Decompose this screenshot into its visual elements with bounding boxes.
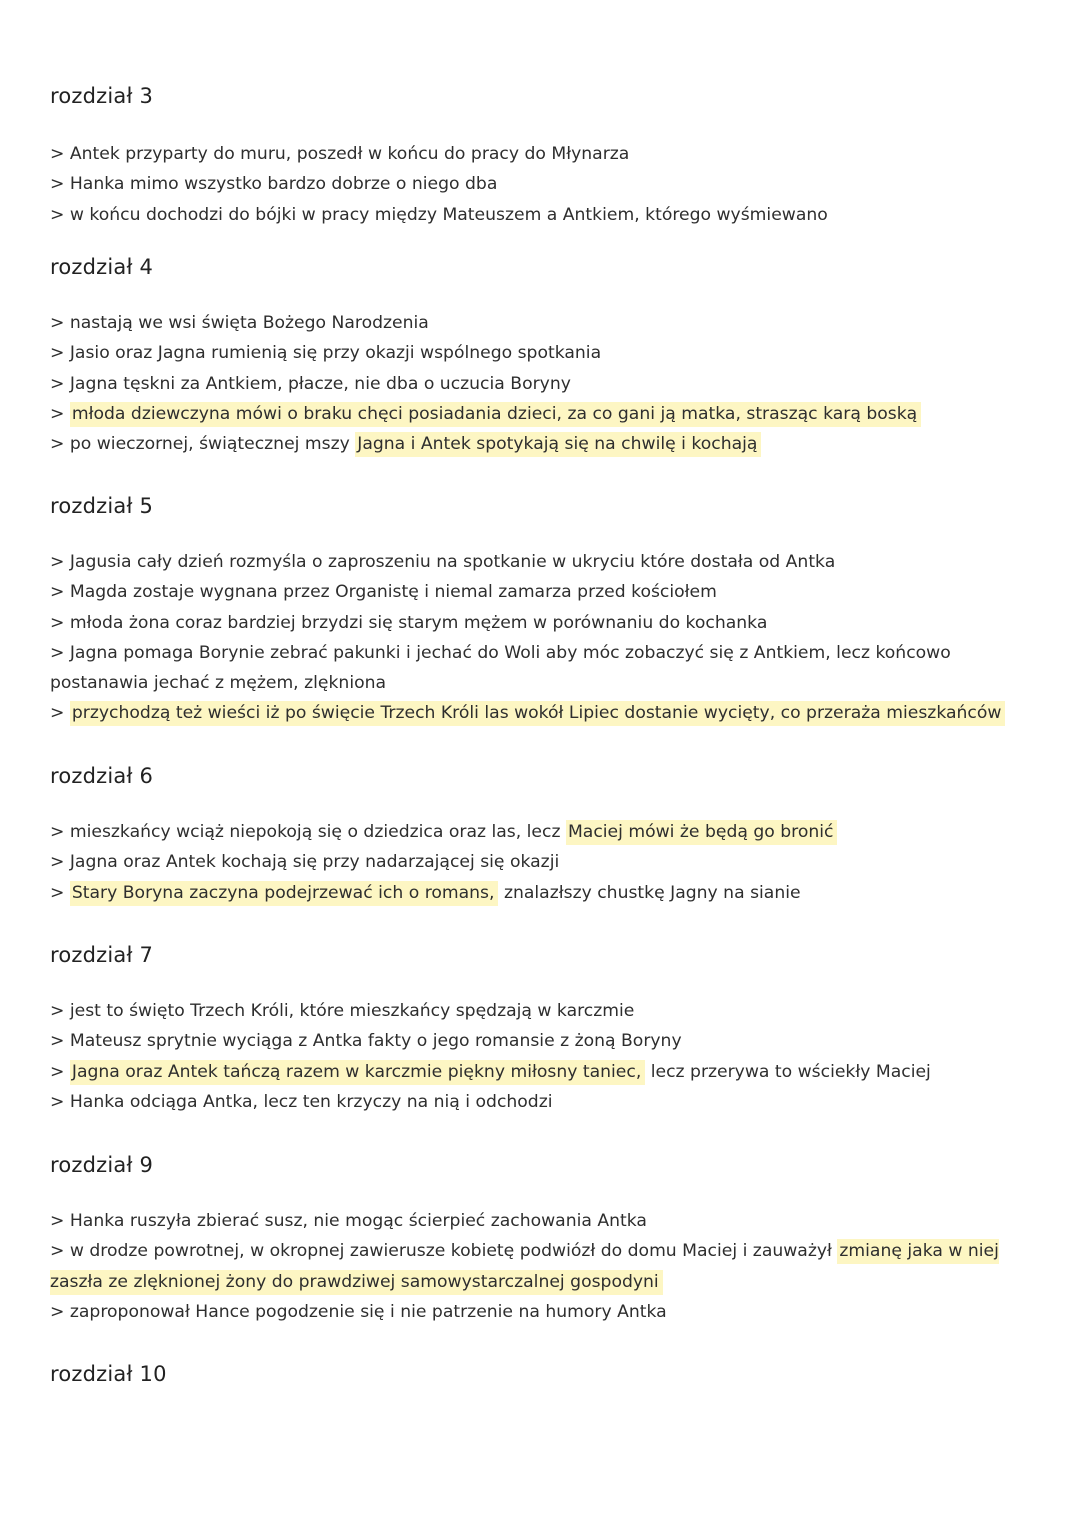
section-heading: rozdział 10 xyxy=(50,1362,167,1386)
item-text: lecz przerywa to wściekły Maciej xyxy=(645,1061,931,1082)
bullet-item xyxy=(50,139,1040,169)
item-text: > po wieczornej, świątecznej mszy xyxy=(50,434,356,455)
bullet-item xyxy=(50,200,1040,230)
item-text: > xyxy=(50,882,70,903)
item-text: > Jagna tęskni za Antkiem, płacze, nie dba o uczucia Boryny xyxy=(50,373,571,394)
bullet-item xyxy=(50,1236,1040,1297)
highlighted-text: zmianę jaka w niej zaszła ze zlęknionej żony do prawdziwej samowystarczalnej gospodyni xyxy=(50,1239,999,1294)
bullet-item xyxy=(50,817,1040,847)
item-text: > jest to święto Trzech Króli, które mieszkańcy spędzają w karczmie xyxy=(50,1001,635,1021)
bullet-item xyxy=(50,429,1040,459)
section-items xyxy=(50,1206,1040,1327)
highlighted-text: Jagna oraz Antek tańczą razem w karczmie piękny miłosny taniec, xyxy=(70,1060,645,1085)
bullet-item xyxy=(50,1206,1040,1236)
item-text: > Jagusia cały dzień rozmyśla o zaproszeniu na spotkanie w ukryciu które dostała od Antka xyxy=(50,552,836,572)
bullet-item xyxy=(50,878,1040,908)
bullet-item xyxy=(50,308,1040,338)
item-text: > mieszkańcy wciąż niepokoją się o dziedzica oraz las, lecz xyxy=(50,822,566,842)
section-rozdzial-3 xyxy=(50,82,1040,230)
bullet-item xyxy=(50,996,1040,1026)
section-heading: rozdział 6 xyxy=(50,764,154,788)
bullet-item xyxy=(50,169,1040,199)
bullet-item xyxy=(50,608,1040,638)
section-heading: rozdział 7 xyxy=(50,943,154,967)
bullet-item xyxy=(50,369,1040,399)
highlighted-text: młoda dziewczyna mówi o braku chęci posiadania dzieci, za co gani ją matka, strasząc karą boską xyxy=(70,402,921,427)
item-text: > xyxy=(50,703,70,724)
item-text: > xyxy=(50,403,70,424)
bullet-item xyxy=(50,338,1040,368)
item-text: > Jagna pomaga Borynie zebrać pakunki i jechać do Woli aby móc zobaczyć się z Antkiem, lecz końcowo postanawia jechać z mężem, zlękniona xyxy=(50,642,951,694)
section-items xyxy=(50,996,1040,1117)
item-text: > Mateusz sprytnie wyciąga z Antka fakty o jego romansie z żoną Boryny xyxy=(50,1031,682,1052)
highlighted-text: przychodzą też wieści iż po święcie Trzech Króli las wokół Lipiec dostanie wycięty, co przeraża mieszkańców xyxy=(70,701,1006,726)
item-text: > nastają we wsi święta Bożego Narodzenia xyxy=(50,313,429,333)
highlighted-text: Stary Boryna zaczyna podejrzewać ich o romans, xyxy=(70,881,499,906)
item-text: > młoda żona coraz bardziej brzydzi się starym mężem w porównaniu do kochanka xyxy=(50,612,768,633)
section-heading: rozdział 9 xyxy=(50,1153,154,1177)
item-text: > Hanka mimo wszystko bardzo dobrze o niego dba xyxy=(50,174,498,195)
section-rozdzial-7 xyxy=(50,941,1040,1117)
item-text: > Magda zostaje wygnana przez Organistę i niemal zamarza przed kościołem xyxy=(50,582,717,603)
section-rozdzial-5 xyxy=(50,492,1040,729)
bullet-item xyxy=(50,698,1040,728)
bullet-item xyxy=(50,1297,1040,1327)
bullet-item xyxy=(50,399,1040,429)
section-items xyxy=(50,139,1040,230)
section-rozdzial-6 xyxy=(50,762,1040,908)
bullet-item xyxy=(50,1026,1040,1056)
section-heading: rozdział 4 xyxy=(50,255,154,279)
highlighted-text: Jagna i Antek spotykają się na chwilę i kochają xyxy=(355,432,761,457)
bullet-item xyxy=(50,1087,1040,1117)
highlighted-text: Maciej mówi że będą go bronić xyxy=(566,820,838,845)
item-text: > zaproponował Hance pogodzenie się i nie patrzenie na humory Antka xyxy=(50,1301,667,1322)
item-text: > Jasio oraz Jagna rumienią się przy okazji wspólnego spotkania xyxy=(50,343,602,364)
section-heading: rozdział 5 xyxy=(50,494,154,518)
section-items xyxy=(50,817,1040,908)
item-text: znalazłszy chustkę Jagny na sianie xyxy=(498,882,801,903)
item-text: > xyxy=(50,1061,70,1082)
bullet-item xyxy=(50,847,1040,877)
item-text: > Hanka ruszyła zbierać susz, nie mogąc ścierpieć zachowania Antka xyxy=(50,1211,647,1231)
bullet-item xyxy=(50,577,1040,607)
bullet-item xyxy=(50,1057,1040,1087)
section-rozdzial-10 xyxy=(50,1360,1040,1388)
bullet-item xyxy=(50,638,1040,699)
item-text: > w końcu dochodzi do bójki w pracy między Mateuszem a Antkiem, którego wyśmiewano xyxy=(50,204,828,225)
section-heading: rozdział 3 xyxy=(50,84,154,108)
section-rozdzial-9 xyxy=(50,1151,1040,1327)
section-rozdzial-4 xyxy=(50,253,1040,459)
item-text: > Hanka odciąga Antka, lecz ten krzyczy na nią i odchodzi xyxy=(50,1091,553,1112)
item-text: > Antek przyparty do muru, poszedł w końcu do pracy do Młynarza xyxy=(50,144,630,164)
section-items xyxy=(50,547,1040,729)
item-text: > w drodze powrotnej, w okropnej zawierusze kobietę podwiózł do domu Maciej i zauważył xyxy=(50,1241,838,1262)
item-text: > Jagna oraz Antek kochają się przy nadarzającej się okazji xyxy=(50,852,560,873)
section-items xyxy=(50,308,1040,459)
bullet-item xyxy=(50,547,1040,577)
